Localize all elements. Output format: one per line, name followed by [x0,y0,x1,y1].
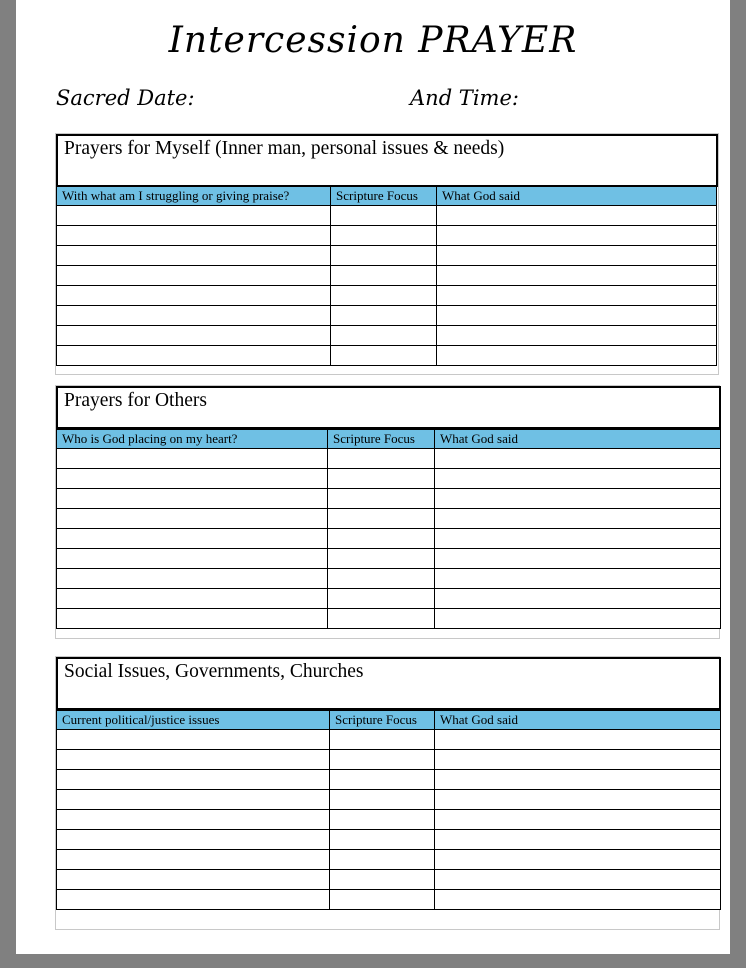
table-cell[interactable] [57,609,328,629]
table-cell[interactable] [331,286,437,306]
sacred-date-label: Sacred Date: [56,86,195,110]
table-cell[interactable] [435,830,721,850]
table-cell[interactable] [437,306,717,326]
table-cell[interactable] [57,730,330,750]
table-cell[interactable] [57,790,330,810]
column-header: Scripture Focus [330,711,435,730]
table-cell[interactable] [57,750,330,770]
table-cell[interactable] [330,790,435,810]
column-header: What God said [435,711,721,730]
table-cell[interactable] [57,266,331,286]
table-cell[interactable] [435,469,721,489]
table-cell[interactable] [435,850,721,870]
table-cell[interactable] [330,750,435,770]
column-header: Current political/justice issues [57,711,330,730]
column-header: Scripture Focus [328,430,435,449]
table-row [57,569,721,589]
section-prayers-for-myself [55,133,719,375]
section-header [56,657,721,710]
table-cell[interactable] [328,469,435,489]
table-cell[interactable] [57,469,328,489]
table-row [57,770,721,790]
table-row [57,589,721,609]
table-cell[interactable] [330,830,435,850]
table-cell[interactable] [331,346,437,366]
time-label: And Time: [410,86,519,110]
table-cell[interactable] [437,326,717,346]
table-cell[interactable] [331,246,437,266]
table-cell[interactable] [435,569,721,589]
table-row [57,246,717,266]
table-row [57,810,721,830]
table-cell[interactable] [57,850,330,870]
table-cell[interactable] [435,449,721,469]
table-row [57,326,717,346]
table-cell[interactable] [435,790,721,810]
table-row [57,206,717,226]
table-row [57,449,721,469]
table-row [57,226,717,246]
section-social-issues [55,656,720,930]
table-cell[interactable] [57,286,331,306]
table-cell[interactable] [57,810,330,830]
table-row [57,750,721,770]
column-header: What God said [437,187,717,206]
table-cell[interactable] [435,509,721,529]
table-row [57,306,717,326]
table-row [57,549,721,569]
table-cell[interactable] [330,870,435,890]
table-cell[interactable] [57,346,331,366]
table-cell[interactable] [328,509,435,529]
table-cell[interactable] [328,569,435,589]
section-title: Prayers for Myself (Inner man, personal issues & needs) [64,138,505,159]
table-cell[interactable] [331,326,437,346]
table-cell[interactable] [57,246,331,266]
table-cell[interactable] [330,850,435,870]
section-prayers-for-others [55,385,720,639]
table-row [57,469,721,489]
table-cell[interactable] [57,206,331,226]
table-cell[interactable] [435,589,721,609]
table-cell[interactable] [331,226,437,246]
prayer-sheet [16,0,730,954]
table-row [57,730,721,750]
table-row [57,890,721,910]
section-title: Prayers for Others [64,390,207,411]
table-cell[interactable] [437,246,717,266]
table-cell[interactable] [437,226,717,246]
table-cell[interactable] [437,206,717,226]
page-title: Intercession PRAYER [168,20,578,61]
table-cell[interactable] [435,489,721,509]
table-row [57,830,721,850]
table-cell[interactable] [328,489,435,509]
table-cell[interactable] [435,609,721,629]
table-cell[interactable] [331,206,437,226]
table-cell[interactable] [435,549,721,569]
column-header: What God said [435,430,721,449]
table-row [57,509,721,529]
table-cell[interactable] [57,870,330,890]
table-cell[interactable] [328,449,435,469]
table-cell[interactable] [57,306,331,326]
table-row [57,489,721,509]
table-row [57,346,717,366]
table-cell[interactable] [57,890,330,910]
table-cell[interactable] [57,326,331,346]
table-cell[interactable] [331,306,437,326]
table-row [57,609,721,629]
table-cell[interactable] [328,529,435,549]
table-cell[interactable] [330,810,435,830]
column-header: With what am I struggling or giving praise? [57,187,331,206]
prayer-table [56,429,721,629]
table-cell[interactable] [57,549,328,569]
column-header: Who is God placing on my heart? [57,430,328,449]
table-cell[interactable] [57,589,328,609]
section-header [56,134,718,187]
table-cell[interactable] [437,266,717,286]
table-cell[interactable] [435,810,721,830]
section-header [56,386,721,429]
table-cell[interactable] [437,286,717,306]
table-row [57,790,721,810]
table-cell[interactable] [57,529,328,549]
section-title: Social Issues, Governments, Churches [64,661,364,682]
table-cell[interactable] [331,266,437,286]
table-row [57,266,717,286]
table-cell[interactable] [57,489,328,509]
table-cell[interactable] [435,730,721,750]
table-cell[interactable] [57,569,328,589]
table-cell[interactable] [330,770,435,790]
table-row [57,286,717,306]
table-row [57,529,721,549]
table-cell[interactable] [435,750,721,770]
prayer-table [56,710,721,910]
table-row [57,870,721,890]
table-cell[interactable] [435,770,721,790]
table-cell[interactable] [435,890,721,910]
table-cell[interactable] [57,770,330,790]
table-cell[interactable] [328,609,435,629]
table-cell[interactable] [435,870,721,890]
column-header: Scripture Focus [331,187,437,206]
table-row [57,850,721,870]
table-cell[interactable] [57,509,328,529]
table-cell[interactable] [57,449,328,469]
table-cell[interactable] [57,830,330,850]
table-cell[interactable] [328,589,435,609]
table-cell[interactable] [328,549,435,569]
table-cell[interactable] [330,730,435,750]
table-cell[interactable] [57,226,331,246]
table-cell[interactable] [437,346,717,366]
table-cell[interactable] [435,529,721,549]
table-cell[interactable] [330,890,435,910]
prayer-table [56,186,717,366]
